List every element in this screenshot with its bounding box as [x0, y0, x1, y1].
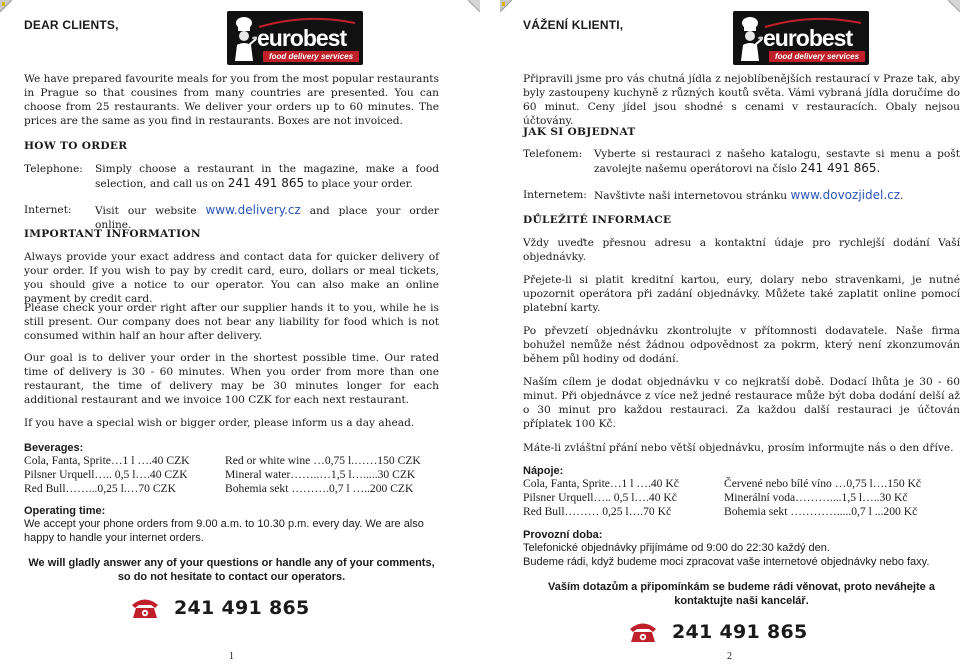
telephone-number-cz: 241 491 865. [800, 160, 881, 175]
important-info-heading-cz: DŮLEŽITÉ INFORMACE [523, 214, 672, 226]
beverage-item: Minerální voda………....1,5 l…..30 Kč [724, 490, 908, 504]
website-link[interactable]: www.delivery.cz [205, 203, 301, 217]
closing-note-cz: Vaším dotazům a připomínkám se budeme rádi věnovat, proto neváhejte a kontaktujte naši kancelář. [548, 581, 935, 607]
eurobest-logo [733, 11, 869, 65]
telephone-label-cz: Telefonem: [523, 148, 583, 160]
beverage-item: Mineral water……..…1,5 l….....30 CZK [225, 467, 416, 481]
logo-tagline: food delivery services [263, 51, 359, 62]
info-paragraph-1-cz: Vždy uveďte přesnou adresu a kontaktní údaje pro rychlejší dodání Vaší objednávky. [523, 237, 960, 263]
operating-time-text-2-cz: Budeme rádi, když budeme moci zpracovat vaše internetové objednávky nebo faxy. [523, 556, 930, 568]
beverage-item: Red Bull……… 0,25 l….70 Kč [523, 504, 672, 518]
beverage-item: Red or white wine …0,75 l.……150 CZK [225, 454, 421, 467]
beverage-item: Cola, Fanta, Sprite…1 l ….40 CZK [24, 454, 190, 467]
info-paragraph-5-cz: Máte-li zvláštní přání nebo větší objednávku, prosím informujte nás o den dříve. [523, 442, 954, 454]
telephone-icon [628, 620, 658, 644]
beverage-item: Red Bull……...0,25 l.…70 CZK [24, 481, 177, 495]
internet-label-cz: Internetem: [523, 189, 587, 201]
telephone-text: Simply choose a restaurant in the magazine, make a food selection, and call us on [95, 163, 439, 190]
phone-block [130, 596, 310, 620]
telephone-text-cz: Vyberte si restauraci z našeho katalogu, sestavte si menu a pošt zavolejte našemu operátorovi na číslo [594, 148, 960, 175]
how-to-order-heading: HOW TO ORDER [24, 140, 128, 152]
intro-paragraph-cz: Připravili jsme pro vás chutná jídla z nejoblíbenějších restaurací v Praze tak, aby byly zastoupeny kuchyně z různých koutů světa. Vámi vybraná jídla doručíme do 60 minut. Ceny jídel jsou shodné s cenami v restauracích. Obaly nejsou účtovány. [523, 73, 960, 127]
page-corner-icon [500, 0, 512, 12]
how-to-order-heading-cz: JAK SI OBJEDNAT [523, 126, 636, 138]
greeting-cz: VÁŽENÍ KLIENTI, [523, 18, 624, 32]
operating-time-title: Operating time: [24, 505, 106, 517]
info-paragraph-3: Our goal is to deliver your order in the shortest possible time. Our rated time of delivery is 30 - 60 minutes. When you order from more than one restaurant, the time of delivery may be 30 minutes longer for each additional restaurant and we invoice 100 CZK for each next restaurant. [24, 352, 439, 406]
beverage-item: Bohemia sekt ………….....0,7 l ...200 Kč [724, 504, 918, 518]
beverages-title-cz: Nápoje: [523, 465, 564, 477]
logo-brand: eurobest [763, 25, 853, 51]
beverage-item: Červené nebo bílé víno …0,75 l….150 Kč [724, 477, 922, 490]
important-info-heading: IMPORTANT INFORMATION [24, 228, 201, 240]
phone-number-cz[interactable]: 241 491 865 [672, 621, 808, 643]
internet-text-cz: Navštivte naši internetovou stránku [594, 190, 788, 202]
page-number-cz: 2 [727, 651, 732, 662]
beverages-title: Beverages: [24, 442, 84, 454]
page-corner-icon [0, 0, 12, 12]
telephone-label: Telephone: [24, 163, 83, 175]
telephone-number: 241 491 865 [227, 175, 305, 190]
intro-paragraph: We have prepared favourite meals for you from the most popular restaurants in Prague so that cousines from many countries are presented. You can choose from 25 restaurants. We deliver your orders up to 60 minutes. The prices are the same as you find in restaurants. Boxes are not invoiced. [24, 73, 439, 127]
operating-time-title-cz: Provozní doba: [523, 529, 603, 541]
internet-text-end: and place your order online. [95, 205, 439, 231]
info-paragraph-2: Please check your order right after our supplier hands it to you, while he is still present. Our company does not bear any liability for food which is not consumed within half an hour after delivery. [24, 302, 439, 342]
internet-row-cz [523, 189, 903, 204]
info-paragraph-4-cz: Naším cílem je dodat objednávku v co nejkratší době. Dodací lhůta je 30 - 60 minut. Při objednávce z více než jedné restaurace může být doba dodání delší až o 30 minut pro každou restauraci. Za každou další restauraci je účtován příplatek 100 Kč. [523, 376, 960, 430]
website-link-cz[interactable]: www.dovozjidel.cz [790, 188, 901, 202]
internet-text: Visit our website [95, 205, 197, 217]
logo-brand: eurobest [257, 25, 347, 51]
page-number: 1 [229, 651, 234, 662]
chef-icon [231, 15, 257, 61]
internet-label: Internet: [24, 204, 72, 216]
beverage-item: Cola, Fanta, Sprite…1 l ….40 Kč [523, 477, 679, 490]
phone-block-cz [628, 620, 808, 644]
telephone-row [24, 163, 439, 192]
info-paragraph-4: If you have a special wish or bigger order, please inform us a day ahead. [24, 417, 415, 429]
beverage-item: Pilsner Urquell….. 0,5 l….40 Kč [523, 490, 677, 504]
telephone-icon [130, 596, 160, 620]
logo-tagline: food delivery services [769, 51, 865, 62]
page-corner-icon [948, 0, 960, 12]
beverage-item: Bohemia sekt ……….0,7 l …..200 CZK [225, 481, 414, 495]
info-paragraph-3-cz: Po převzetí objednávku zkontrolujte v přítomnosti dodavatele. Naše firma bohužel nemůže nést žádnou odpovědnost za pokrm, který není zkonzumován během půl hodiny od dodání. [523, 325, 960, 365]
beverage-item: Pilsner Urquell….. 0,5 l….40 CZK [24, 467, 188, 481]
internet-text-end-cz: . [900, 190, 904, 202]
chef-icon [737, 15, 763, 61]
eurobest-logo [227, 11, 363, 65]
info-paragraph-2-cz: Přejete-li si platit kreditní kartou, eury, dolary nebo stravenkami, je nutné upozornit operátora při zadání objednávky. Můžete také zaplatit online pomocí platební karty. [523, 274, 960, 314]
beverages-list-cz [523, 477, 938, 518]
beverages-list [24, 454, 434, 495]
info-paragraph-1: Always provide your exact address and contact data for quicker delivery of your order. If you wish to pay by credit card, euro, dollars or meal tickets, you should give a notice to our operator. You can also make an online payment by credit card. [24, 251, 439, 305]
page-corner-icon [468, 0, 480, 12]
telephone-row-cz [523, 148, 960, 177]
telephone-text-end: to place your order. [307, 177, 413, 190]
greeting: DEAR CLIENTS, [24, 18, 119, 32]
operating-time-text-1-cz: Telefonické objednávky přijímáme od 9:00 do 22:30 každý den. [523, 542, 830, 554]
closing-note: We will gladly answer any of your questions or handle any of your comments, so do not hesitate to contact our operators. [28, 557, 435, 583]
operating-time-text: We accept your phone orders from 9.00 a.m. to 10.30 p.m. every day. We are also happy to handle your internet orders. [24, 518, 424, 544]
phone-number[interactable]: 241 491 865 [174, 597, 310, 619]
